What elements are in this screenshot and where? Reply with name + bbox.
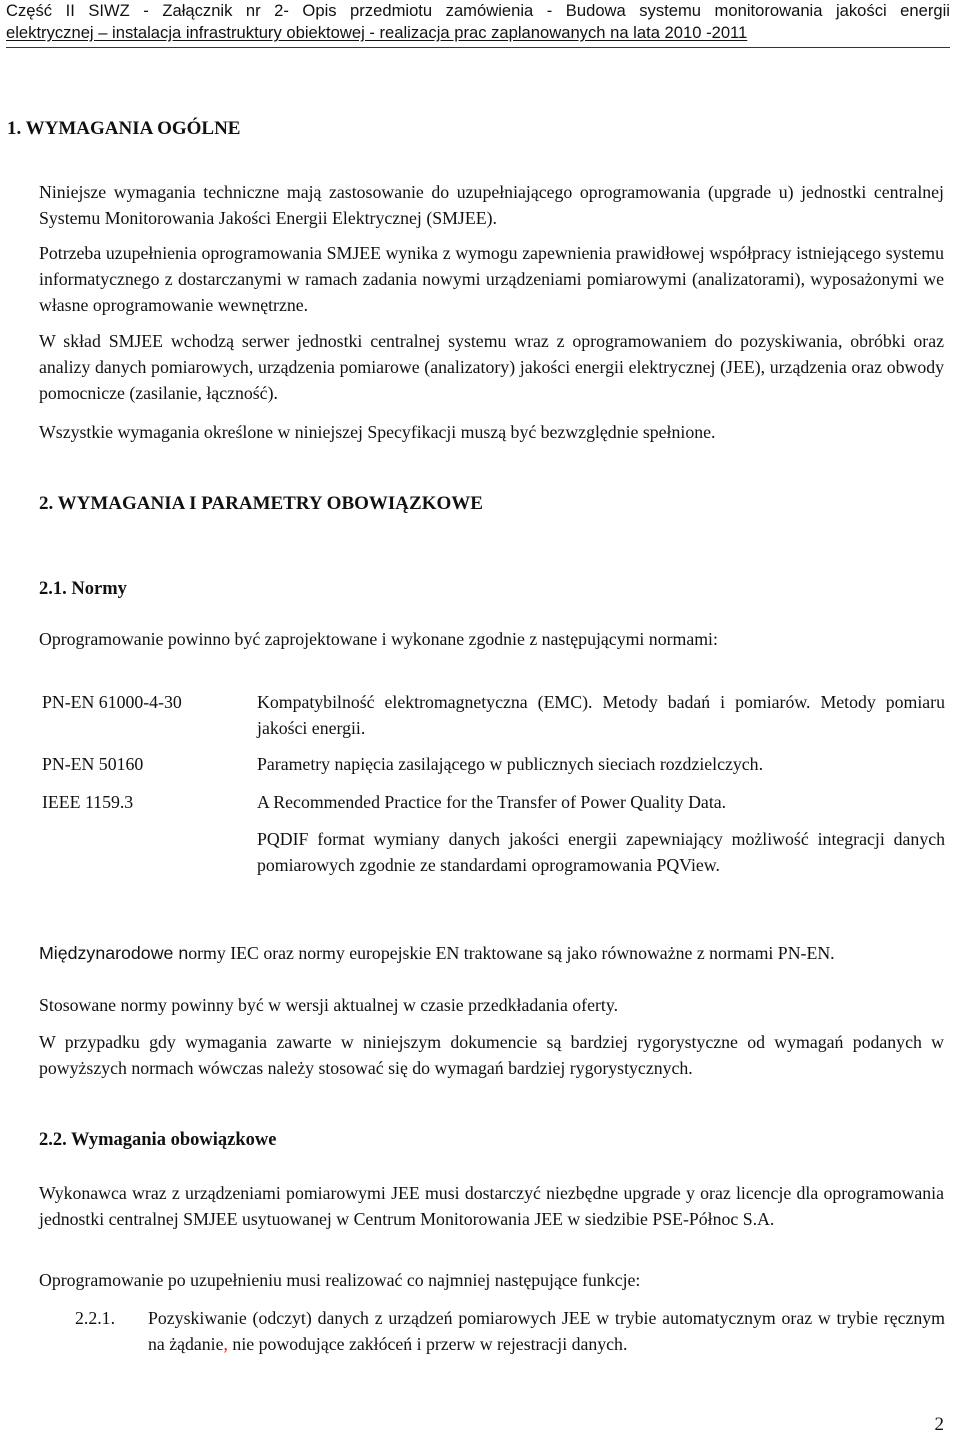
- page-number: 2: [934, 1414, 944, 1435]
- standards-intro: Oprogramowanie powinno być zaprojektowane i wykonane zgodnie z następującymi normami:: [39, 629, 718, 649]
- standard-desc-1: Kompatybilność elektromagnetyczna (EMC). Metody badań i pomiarów. Metody pomiaru jakości energii.: [257, 692, 945, 738]
- list-item-number: 2.2.1.: [75, 1308, 116, 1328]
- international-standards-rest: ormy IEC oraz normy europejskie EN traktowane są jako równoważne z normami PN-EN.: [188, 943, 835, 963]
- standard-code-3: IEEE 1159.3: [42, 792, 134, 812]
- international-standards-lead: Międzynarodowe n: [39, 943, 189, 963]
- subsection-2-2-paragraph-1: Wykonawca wraz z urządzeniami pomiarowymi JEE musi dostarczyć niezbędne upgrade y oraz licencje dla oprogramowania jednostki centralnej SMJEE usytuowanej w Centrum Monitorowania JEE w siedzibie PSE-Północ S.A.: [39, 1183, 944, 1229]
- subsection-2-2-heading: 2.2. Wymagania obowiązkowe: [39, 1130, 277, 1150]
- rigor-note: W przypadku gdy wymagania zawarte w niniejszym dokumencie są bardziej rygorystyczne od wymagań podanych w powyższych normach wówczas należy stosować się do wymagań bardziej rygorystycznych.: [39, 1032, 944, 1078]
- list-item-text-a: Pozyskiwanie (odczyt) danych z urządzeń pomiarowych JEE w trybie automatycznym oraz w trybie ręcznym na żądanie: [148, 1308, 945, 1354]
- list-item-text-b: nie powodujące zakłóceń i przerw w rejestracji danych.: [227, 1334, 628, 1354]
- header-line-2: elektrycznej – instalacja infrastruktury obiektowej - realizacja prac zaplanowanych na lata 2010 -2011: [6, 23, 748, 42]
- section-1-paragraph-2: Potrzeba uzupełnienia oprogramowania SMJEE wynika z wymogu zapewnienia prawidłowej współpracy istniejącego systemu informatycznego z dostarczanymi w ramach zadania nowymi urządzeniami pomiarowymi (analizatorami), wyposażonymi we własne oprogramowanie wewnętrzne.: [39, 243, 944, 315]
- list-item-red-comma: ,: [223, 1334, 228, 1354]
- list-item-2-2-1: [148, 1305, 945, 1357]
- standard-desc-4: PQDIF format wymiany danych jakości energii zapewniający możliwość integracji danych pomiarowych zgodnie ze standardami oprogramowania PQView.: [257, 829, 945, 875]
- section-2-heading: 2. WYMAGANIA I PARAMETRY OBOWIĄZKOWE: [39, 493, 483, 514]
- subsection-2-2-paragraph-2: Oprogramowanie po uzupełnieniu musi realizować co najmniej następujące funkcje:: [39, 1270, 641, 1290]
- section-1-paragraph-1: Niniejsze wymagania techniczne mają zastosowanie do uzupełniającego oprogramowania (upgrade u) jednostki centralnej Systemu Monitorowania Jakości Energii Elektrycznej (SMJEE).: [39, 182, 944, 228]
- current-version-note: Stosowane normy powinny być w wersji aktualnej w czasie przedkładania oferty.: [39, 995, 619, 1015]
- header-line-1: Część II SIWZ - Załącznik nr 2- Opis przedmiotu zamówienia - Budowa systemu monitorowania jakości energii: [6, 1, 950, 20]
- international-standards-note: [39, 940, 944, 966]
- standard-code-1: PN-EN 61000-4-30: [42, 692, 182, 712]
- section-1-paragraph-4: Wszystkie wymagania określone w niniejszej Specyfikacji muszą być bezwzględnie spełnione.: [39, 422, 716, 442]
- standard-desc-3: A Recommended Practice for the Transfer of Power Quality Data.: [257, 792, 727, 812]
- section-1-paragraph-3: W skład SMJEE wchodzą serwer jednostki centralnej systemu wraz z oprogramowaniem do pozyskiwania, obróbki oraz analizy danych pomiarowych, urządzenia pomiarowe (analizatory) jakości energii elektrycznej (JEE), urządzenia oraz obwody pomocnicze (zasilanie, łączność).: [39, 331, 944, 403]
- subsection-2-1-heading: 2.1. Normy: [39, 579, 127, 599]
- standard-code-2: PN-EN 50160: [42, 754, 144, 774]
- standard-desc-2: Parametry napięcia zasilającego w publicznych sieciach rozdzielczych.: [257, 754, 764, 774]
- section-1-heading: 1. WYMAGANIA OGÓLNE: [7, 118, 241, 139]
